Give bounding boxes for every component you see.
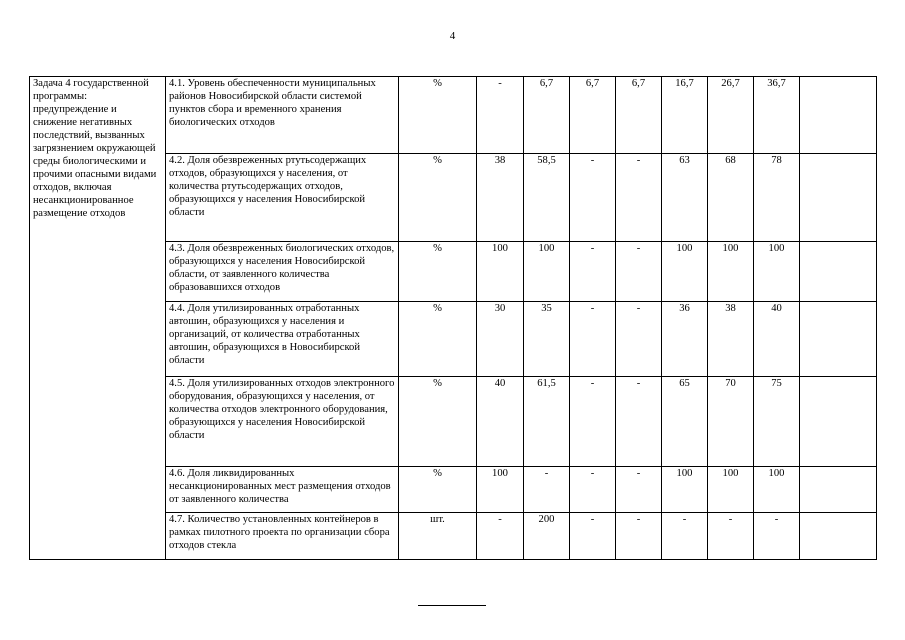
value-cell: 63 xyxy=(662,154,708,242)
footnote-separator xyxy=(418,605,486,606)
value-cell: 6,7 xyxy=(524,77,570,154)
value-cell: 75 xyxy=(754,377,800,467)
indicator-name: 4.4. Доля утилизированных отработанных автошин, образующихся у населения и организаций, от количества отработанных автошин, образующихся в Новосибирской области xyxy=(166,302,399,377)
value-cell: 61,5 xyxy=(524,377,570,467)
value-cell: 100 xyxy=(662,467,708,513)
table-row xyxy=(30,77,877,154)
note-cell xyxy=(800,377,877,467)
value-cell: 40 xyxy=(754,302,800,377)
unit-cell: % xyxy=(399,77,477,154)
indicator-name: 4.5. Доля утилизированных отходов электронного оборудования, образующихся у населения, от количества отходов электронного оборудования, образующихся у населения Новосибирской области xyxy=(166,377,399,467)
value-cell: 40 xyxy=(477,377,524,467)
value-cell: - xyxy=(708,513,754,560)
note-cell xyxy=(800,302,877,377)
value-cell: 16,7 xyxy=(662,77,708,154)
value-cell: 70 xyxy=(708,377,754,467)
value-cell: 30 xyxy=(477,302,524,377)
value-cell: 100 xyxy=(662,242,708,302)
value-cell: 100 xyxy=(477,467,524,513)
value-cell: - xyxy=(616,154,662,242)
value-cell: - xyxy=(616,513,662,560)
value-cell: - xyxy=(570,377,616,467)
value-cell: 6,7 xyxy=(616,77,662,154)
value-cell: 68 xyxy=(708,154,754,242)
value-cell: 100 xyxy=(477,242,524,302)
value-cell: 58,5 xyxy=(524,154,570,242)
note-cell xyxy=(800,513,877,560)
value-cell: 35 xyxy=(524,302,570,377)
value-cell: 100 xyxy=(754,242,800,302)
value-cell: 65 xyxy=(662,377,708,467)
value-cell: - xyxy=(477,77,524,154)
task-description: Задача 4 государственной программы: предупреждение и снижение негативных последствий, вызванных загрязнением окружающей среды биологическими и прочими опасными видами отходов, включая несанкционированное размещение отходов xyxy=(30,77,166,560)
unit-cell: % xyxy=(399,377,477,467)
indicator-name: 4.2. Доля обезвреженных ртутьсодержащих отходов, образующихся у населения, от количества ртутьсодержащих отходов, образующихся у населения Новосибирской области xyxy=(166,154,399,242)
indicator-name: 4.3. Доля обезвреженных биологических отходов, образующихся у населения Новосибирской области, от заявленного количества образовавшихся отходов xyxy=(166,242,399,302)
value-cell: - xyxy=(570,302,616,377)
indicator-name: 4.7. Количество установленных контейнеров в рамках пилотного проекта по организации сбора отходов стекла xyxy=(166,513,399,560)
value-cell: 200 xyxy=(524,513,570,560)
note-cell xyxy=(800,154,877,242)
value-cell: - xyxy=(524,467,570,513)
value-cell: - xyxy=(570,467,616,513)
value-cell: - xyxy=(616,467,662,513)
value-cell: 38 xyxy=(708,302,754,377)
value-cell: - xyxy=(477,513,524,560)
value-cell: 36 xyxy=(662,302,708,377)
value-cell: - xyxy=(754,513,800,560)
unit-cell: шт. xyxy=(399,513,477,560)
value-cell: - xyxy=(662,513,708,560)
value-cell: 100 xyxy=(708,242,754,302)
unit-cell: % xyxy=(399,154,477,242)
note-cell xyxy=(800,467,877,513)
note-cell xyxy=(800,77,877,154)
unit-cell: % xyxy=(399,242,477,302)
unit-cell: % xyxy=(399,467,477,513)
indicator-name: 4.6. Доля ликвидированных несанкционированных мест размещения отходов от заявленного количества xyxy=(166,467,399,513)
value-cell: - xyxy=(616,242,662,302)
indicator-name: 4.1. Уровень обеспеченности муниципальных районов Новосибирской области системой пунктов сбора и временного хранения биологических отходов xyxy=(166,77,399,154)
unit-cell: % xyxy=(399,302,477,377)
value-cell: 100 xyxy=(754,467,800,513)
value-cell: 36,7 xyxy=(754,77,800,154)
indicators-table xyxy=(29,76,877,560)
value-cell: - xyxy=(616,377,662,467)
table-body xyxy=(30,77,877,560)
value-cell: 26,7 xyxy=(708,77,754,154)
value-cell: - xyxy=(570,513,616,560)
value-cell: 100 xyxy=(708,467,754,513)
value-cell: - xyxy=(570,242,616,302)
note-cell xyxy=(800,242,877,302)
value-cell: - xyxy=(616,302,662,377)
value-cell: - xyxy=(570,154,616,242)
value-cell: 100 xyxy=(524,242,570,302)
value-cell: 6,7 xyxy=(570,77,616,154)
page-number: 4 xyxy=(449,30,456,42)
value-cell: 78 xyxy=(754,154,800,242)
value-cell: 38 xyxy=(477,154,524,242)
